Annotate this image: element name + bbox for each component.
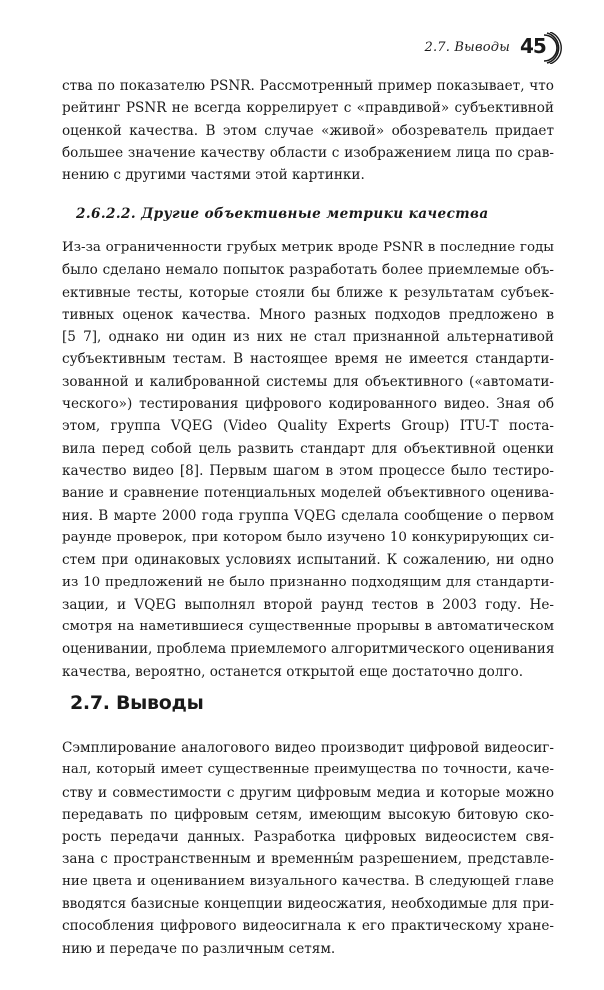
- text-line: Из-за ограниченности грубых метрик вроде PSNR в последние годы: [62, 240, 554, 255]
- text-line: нал, который имеет существенные преимущества по точности, каче-: [62, 762, 554, 778]
- text-line: вводятся базисные концепции видеосжатия, необходимые для при-: [62, 896, 554, 913]
- text-line: нию и передаче по различным сетям.: [62, 940, 336, 957]
- text-line: вание и сравнение потенциальных моделей объективного оценива-: [62, 485, 554, 502]
- text-line: смотря на наметившиеся существенные прорывы в автоматическом: [62, 619, 554, 635]
- text-line: оценивании, проблема приемлемого алгоритмического оценивания: [62, 641, 555, 658]
- section-heading: 2.7. Выводы: [70, 692, 204, 714]
- text-line: раунде проверок, при котором было изучено 10 конкурирующих си-: [62, 529, 554, 545]
- text-line: субъективным тестам. В настоящее время не имеется стандарти-: [62, 351, 554, 368]
- text-line: оценкой качества. В этом случае «живой» обозреватель придает: [62, 122, 554, 139]
- text-line: ству и совместимости с другим цифровым медиа и которые можно: [62, 784, 554, 801]
- paragraph-objective-metrics: [62, 237, 554, 683]
- text-line: зации, и VQEG выполнял второй раунд тестов в 2003 году. Не-: [62, 596, 554, 613]
- text-line: большее значение качеству области с изображением лица по срав-: [62, 144, 554, 161]
- text-line: ния. В марте 2000 года группа VQEG сделала сообщение о первом: [62, 507, 554, 524]
- text-line: способления цифрового видеосигнала к его практическому хране-: [62, 918, 554, 935]
- text-line: ства по показателю PSNR. Рассмотренный пример показывает, что: [62, 78, 554, 94]
- text-line: Сэмплирование аналогового видео производит цифровой видеосиг-: [62, 740, 554, 756]
- page-header: [60, 34, 568, 68]
- text-line: зованной и калиброванной системы для объективного («автомати-: [62, 373, 554, 390]
- paragraph-conclusions: [62, 737, 554, 960]
- text-line: было сделано немало попыток разработать более приемлемые объ-: [62, 262, 554, 279]
- page-number: 45: [520, 34, 546, 58]
- text-line: стем при одинаковых условиях испытаний. К сожалению, ни одно: [62, 552, 554, 569]
- subsection-heading: 2.6.2.2. Другие объективные метрики качества: [76, 206, 489, 222]
- text-line: зана с пространственным и временны́м разрешением, представле-: [62, 851, 554, 868]
- page-number-badge: [520, 32, 566, 64]
- text-line: этом, группа VQEG (Video Quality Experts Group) ITU-T поста-: [62, 418, 554, 435]
- text-line: тивных оценок качества. Много разных подходов предложено в: [62, 306, 554, 323]
- text-line: [5 7], однако ни один из них не стал признанной альтернативой: [62, 329, 554, 346]
- text-line: нению с другими частями этой картинки.: [62, 167, 365, 184]
- text-line: рость передачи данных. Разработка цифровых видеосистем свя-: [62, 829, 554, 846]
- running-head: 2.7. Выводы: [424, 40, 510, 55]
- text-line: рейтинг PSNR не всегда коррелирует с «правдивой» субъективной: [62, 100, 554, 117]
- arc-decoration-icon: [538, 32, 564, 64]
- text-line: ческого») тестирования цифрового кодированного видео. Зная об: [62, 396, 554, 413]
- text-line: вила перед собой цель развить стандарт для объективной оценки: [62, 440, 554, 457]
- paragraph-psnr-example: [62, 75, 554, 186]
- text-line: ективные тесты, которые стояли бы ближе к результатам субъек-: [62, 284, 554, 301]
- text-line: передавать по цифровым сетям, имеющим высокую битовую ско-: [62, 806, 554, 823]
- text-line: качество видео [8]. Первым шагом в этом процессе было тестиро-: [62, 462, 554, 479]
- text-line: ние цвета и оцениванием визуального качества. В следующей главе: [62, 873, 554, 889]
- text-line: из 10 предложений не было признанно подходящим для стандарти-: [62, 574, 554, 591]
- text-line: качества, вероятно, останется открытой еще достаточно долго.: [62, 663, 524, 680]
